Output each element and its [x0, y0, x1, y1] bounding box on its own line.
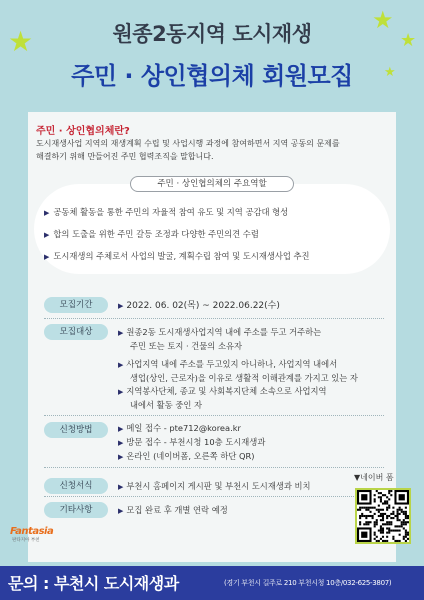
apply-text: 온라인 (네이버폼, 오른쪽 하단 QR) [126, 451, 255, 461]
qr-code[interactable] [355, 488, 411, 544]
period-section [118, 299, 398, 313]
list-item [44, 228, 384, 250]
definition-line: 도시재생사업 지역의 재생계획 수립 및 사업시행 과정에 참여하면서 지역 공동의 문제를 [36, 139, 340, 148]
role-text: 공동체 활동을 통한 주민의 자율적 참여 유도 및 지역 공감대 형성 [53, 207, 289, 217]
logo-subtext: 판타지아 부천 [12, 538, 40, 543]
page-subtitle: 주민 · 상인협의체 회원모집 [71, 62, 353, 90]
triangle-bullet-icon: ▶ [118, 439, 124, 447]
definition-line: 해결하기 위해 만들어진 주민 협력조직을 말합니다. [36, 151, 214, 161]
triangle-bullet-icon: ▶ [118, 388, 124, 396]
definition-question: 주민 · 상인협의체란? [36, 126, 130, 137]
apply-label: 신청방법 [44, 422, 108, 438]
list-item [44, 206, 384, 228]
role-text: 도시재생의 주체로서 사업의 발굴, 계획수립 참여 및 도시재생사업 추진 [53, 251, 310, 261]
triangle-bullet-icon: ▶ [44, 253, 50, 261]
logo-wordmark: Fantasia [10, 526, 54, 537]
target-text: 생업(상인, 근로자)을 이유로 생활적 이해관계를 가지고 있는 자 [130, 373, 358, 383]
triangle-bullet-icon: ▶ [118, 361, 124, 369]
triangle-bullet-icon: ▶ [118, 302, 124, 310]
divider [44, 318, 384, 319]
apply-text: 메일 접수 - pte712@korea.kr [126, 423, 241, 433]
triangle-bullet-icon: ▶ [44, 231, 50, 239]
qr-code-icon [357, 490, 409, 542]
apply-section [118, 422, 398, 464]
triangle-bullet-icon: ▶ [44, 209, 50, 217]
star-icon: ★ [384, 65, 396, 80]
etc-label: 기타사항 [44, 502, 108, 518]
triangle-bullet-icon: ▶ [118, 507, 124, 515]
etc-text: 모집 완료 후 개별 연락 예정 [126, 505, 228, 515]
period-value: 2022. 06. 02(목) ~ 2022.06.22(수) [126, 301, 280, 311]
contact-footer [0, 566, 424, 600]
period-label: 모집기간 [44, 297, 108, 313]
triangle-bullet-icon: ▶ [118, 483, 124, 491]
form-text: 부천시 홈페이지 게시판 및 부천시 도시재생과 비치 [126, 481, 311, 491]
divider [44, 415, 384, 416]
role-text: 합의 도출을 위한 주민 갈등 조정과 다양한 주민의견 수렴 [53, 229, 259, 239]
triangle-bullet-icon: ▶ [118, 453, 124, 461]
definition-text [36, 138, 388, 163]
fantasia-logo [10, 526, 64, 543]
star-icon: ★ [8, 25, 34, 58]
target-text: 주민 또는 토지 · 건물의 소유자 [130, 341, 243, 351]
star-icon: ★ [372, 6, 394, 34]
target-text: 내에서 활동 중인 자 [130, 400, 203, 410]
form-label: 신청서식 [44, 478, 108, 494]
page-title: 원종2동지역 도시재생 [112, 22, 312, 46]
divider [44, 467, 384, 468]
apply-text: 방문 접수 - 부천시청 10층 도시재생과 [126, 437, 266, 447]
roles-heading: 주민 · 상인협의체의 주요역할 [130, 176, 294, 192]
triangle-bullet-icon: ▶ [118, 329, 124, 337]
target-text: 지역봉사단체, 종교 및 사회복지단체 소속으로 사업지역 [126, 386, 327, 396]
roles-list [44, 206, 384, 272]
star-icon: ★ [400, 30, 417, 51]
target-text: 사업지역 내에 주소를 두고있지 아니하나, 사업지역 내에서 [126, 359, 338, 369]
list-item [44, 250, 384, 272]
target-section [118, 326, 398, 412]
target-text: 원종2동 도시재생사업지역 내에 주소를 두고 거주하는 [126, 327, 322, 337]
page-header [0, 18, 424, 91]
target-label: 모집대상 [44, 324, 108, 340]
divider [44, 496, 384, 497]
contact-title: 문의 : 부천시 도시재생과 [8, 574, 179, 593]
qr-label: ▼네이버 폼 [354, 473, 394, 482]
contact-address: (경기 부천시 길주로 210 부천시청 10층/032-625-3807) [224, 579, 392, 587]
triangle-bullet-icon: ▶ [118, 425, 124, 433]
